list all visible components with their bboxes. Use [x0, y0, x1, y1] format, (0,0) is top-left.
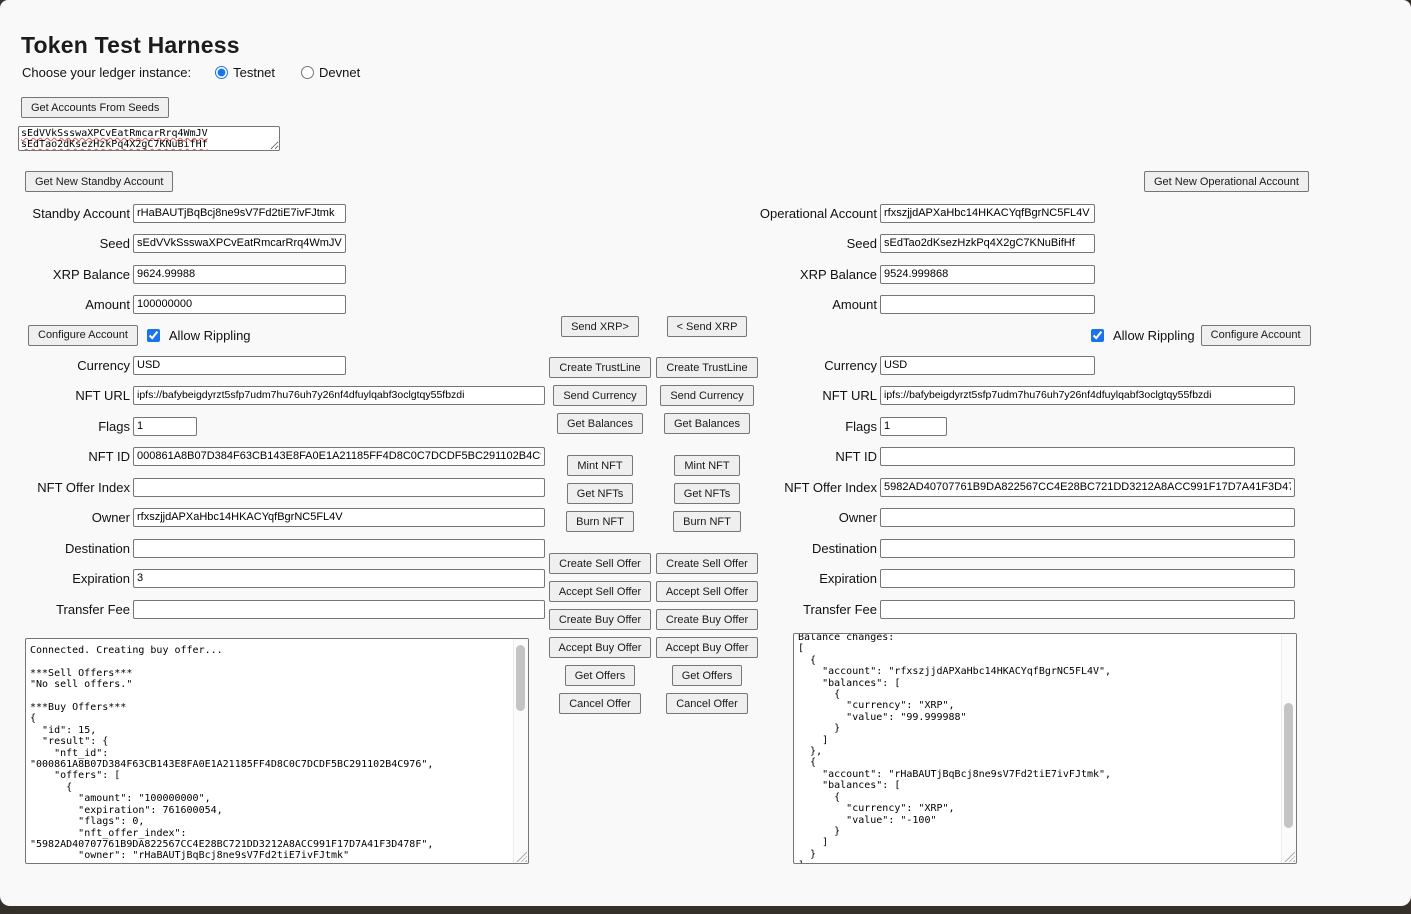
operational-currency-label: Currency	[824, 357, 877, 373]
standby-xrp-balance-row	[25, 264, 346, 284]
operational-destination-label: Destination	[811, 540, 877, 556]
operational-amount-input[interactable]	[880, 295, 1095, 314]
standby-transfer-fee-row	[25, 599, 545, 619]
operational-results-scrollbar[interactable]	[1281, 634, 1296, 863]
operational-account-row	[740, 203, 1095, 223]
standby-flags-input[interactable]	[133, 417, 197, 436]
standby-nft-url-label: NFT URL	[75, 387, 130, 403]
standby-owner-input[interactable]	[133, 508, 545, 527]
get-new-operational-account-button[interactable]: Get New Operational Account	[1144, 171, 1309, 192]
operational-burn-nft-button[interactable]: Burn NFT	[673, 511, 741, 532]
operational-get-offers-button[interactable]: Get Offers	[672, 665, 743, 686]
standby-configure-account-button[interactable]: Configure Account	[28, 325, 138, 346]
ledger-option-testnet	[215, 65, 275, 80]
standby-amount-row	[25, 294, 346, 314]
operational-cancel-offer-button[interactable]: Cancel Offer	[666, 693, 748, 714]
operational-nft-id-input[interactable]	[880, 447, 1295, 466]
operational-amount-label: Amount	[832, 296, 877, 312]
standby-nft-url-input[interactable]	[133, 386, 545, 405]
operational-owner-input[interactable]	[880, 508, 1295, 527]
operational-nft-url-row	[740, 385, 1295, 405]
operational-currency-row	[740, 355, 1095, 375]
standby-xrp-balance-input[interactable]	[133, 265, 346, 284]
standby-results-area	[25, 638, 529, 864]
standby-allow-rippling-checkbox[interactable]	[147, 329, 160, 342]
operational-create-sell-offer-button[interactable]: Create Sell Offer	[656, 553, 758, 574]
operational-configure-row	[1091, 324, 1311, 346]
get-new-standby-account-button[interactable]: Get New Standby Account	[25, 171, 173, 192]
standby-create-trustline-button[interactable]: Create TrustLine	[549, 357, 650, 378]
operational-amount-row	[740, 294, 1095, 314]
devnet-radio[interactable]	[301, 66, 314, 79]
operational-expiration-row	[740, 568, 1295, 588]
operational-transfer-fee-row	[740, 599, 1295, 619]
operational-nft-id-row	[740, 446, 1295, 466]
standby-flags-label: Flags	[98, 418, 130, 434]
ledger-chooser	[22, 63, 360, 81]
operational-accept-buy-offer-button[interactable]: Accept Buy Offer	[656, 637, 759, 658]
standby-cancel-offer-button[interactable]: Cancel Offer	[559, 693, 641, 714]
operational-create-trustline-button[interactable]: Create TrustLine	[656, 357, 757, 378]
standby-currency-row	[25, 355, 346, 375]
operational-seed-input[interactable]	[880, 234, 1095, 253]
standby-burn-nft-button[interactable]: Burn NFT	[566, 511, 634, 532]
standby-flags-row	[25, 416, 197, 436]
standby-nft-offer-index-input[interactable]	[133, 478, 545, 497]
standby-expiration-row	[25, 568, 545, 588]
standby-get-nfts-button[interactable]: Get NFTs	[567, 483, 633, 504]
standby-xrp-balance-label: XRP Balance	[52, 266, 130, 282]
standby-transfer-fee-input[interactable]	[133, 600, 545, 619]
standby-get-offers-button[interactable]: Get Offers	[565, 665, 636, 686]
operational-nft-id-label: NFT ID	[835, 448, 877, 464]
standby-destination-label: Destination	[64, 540, 130, 556]
standby-nft-url-row	[25, 385, 545, 405]
seeds-textarea[interactable]	[18, 126, 280, 151]
standby-get-balances-button[interactable]: Get Balances	[557, 413, 643, 434]
get-accounts-from-seeds-button[interactable]: Get Accounts From Seeds	[21, 97, 169, 118]
operational-seed-row	[740, 233, 1095, 253]
operational-configure-account-button[interactable]: Configure Account	[1201, 325, 1311, 346]
standby-results-textarea[interactable]	[25, 638, 529, 864]
standby-seed-row	[25, 233, 346, 253]
operational-get-nfts-button[interactable]: Get NFTs	[674, 483, 740, 504]
standby-send-xrp-button[interactable]: Send XRP>	[561, 316, 639, 337]
operational-create-buy-offer-button[interactable]: Create Buy Offer	[656, 609, 758, 630]
standby-create-sell-offer-button[interactable]: Create Sell Offer	[549, 553, 651, 574]
operational-nft-offer-index-input[interactable]	[880, 478, 1295, 497]
operational-xrp-balance-input[interactable]	[880, 265, 1095, 284]
operational-expiration-input[interactable]	[880, 569, 1295, 588]
operational-transfer-fee-label: Transfer Fee	[803, 601, 877, 617]
operational-flags-label: Flags	[845, 418, 877, 434]
operational-destination-row	[740, 538, 1295, 558]
operational-nft-offer-index-label: NFT Offer Index	[784, 479, 877, 495]
standby-account-label: Standby Account	[32, 205, 130, 221]
operational-destination-input[interactable]	[880, 539, 1295, 558]
operational-owner-label: Owner	[838, 509, 877, 525]
standby-account-input[interactable]	[133, 204, 346, 223]
standby-expiration-input[interactable]	[133, 569, 545, 588]
standby-amount-input[interactable]	[133, 295, 346, 314]
standby-nft-offer-index-row	[25, 477, 545, 497]
standby-allow-rippling-label: Allow Rippling	[168, 327, 251, 343]
operational-allow-rippling-label: Allow Rippling	[1113, 327, 1195, 343]
operational-flags-row	[740, 416, 947, 436]
operational-expiration-label: Expiration	[819, 570, 877, 586]
operational-results-scrollbar-thumb[interactable]	[1284, 703, 1293, 828]
standby-owner-label: Owner	[91, 509, 130, 525]
operational-nft-offer-index-row	[740, 477, 1295, 497]
standby-results-scrollbar-thumb[interactable]	[516, 645, 525, 711]
operational-allow-rippling-checkbox[interactable]	[1091, 329, 1104, 342]
operational-seed-label: Seed	[846, 235, 877, 251]
operational-transfer-fee-input[interactable]	[880, 600, 1295, 619]
standby-accept-buy-offer-button[interactable]: Accept Buy Offer	[549, 637, 652, 658]
operational-nft-url-label: NFT URL	[822, 387, 877, 403]
operational-accept-sell-offer-button[interactable]: Accept Sell Offer	[656, 581, 758, 602]
operational-currency-input[interactable]	[880, 356, 1095, 375]
operational-xrp-balance-label: XRP Balance	[799, 266, 877, 282]
standby-mint-nft-button[interactable]: Mint NFT	[567, 455, 632, 476]
ledger-option-devnet	[301, 65, 360, 80]
standby-nft-id-input[interactable]	[133, 447, 545, 466]
standby-accept-sell-offer-button[interactable]: Accept Sell Offer	[549, 581, 651, 602]
standby-configure-row	[28, 324, 251, 346]
standby-nft-id-label: NFT ID	[88, 448, 130, 464]
operational-account-label: Operational Account	[759, 205, 877, 221]
operational-send-xrp-button[interactable]: < Send XRP	[667, 316, 748, 337]
operational-nft-url-input[interactable]	[880, 386, 1295, 405]
standby-send-currency-button[interactable]: Send Currency	[553, 385, 646, 406]
operational-get-balances-button[interactable]: Get Balances	[664, 413, 750, 434]
operational-flags-input[interactable]	[880, 417, 947, 436]
standby-results-scrollbar[interactable]	[513, 639, 528, 863]
standby-currency-input[interactable]	[133, 356, 346, 375]
standby-owner-row	[25, 507, 545, 527]
page-title: Token Test Harness	[21, 32, 240, 59]
devnet-radio-label: Devnet	[319, 64, 361, 80]
standby-amount-label: Amount	[85, 296, 130, 312]
standby-seed-label: Seed	[99, 235, 130, 251]
standby-expiration-label: Expiration	[72, 570, 130, 586]
standby-nft-offer-index-label: NFT Offer Index	[37, 479, 130, 495]
testnet-radio[interactable]	[215, 66, 228, 79]
standby-account-row	[25, 203, 346, 223]
operational-results-area	[793, 633, 1297, 864]
operational-mint-nft-button[interactable]: Mint NFT	[674, 455, 739, 476]
testnet-radio-label: Testnet	[233, 64, 276, 80]
standby-actions-column	[540, 316, 660, 721]
operational-account-input[interactable]	[880, 204, 1095, 223]
operational-owner-row	[740, 507, 1295, 527]
operational-send-currency-button[interactable]: Send Currency	[660, 385, 753, 406]
ledger-chooser-label: Choose your ledger instance:	[22, 64, 192, 80]
operational-results-textarea[interactable]	[793, 633, 1297, 864]
operational-xrp-balance-row	[740, 264, 1095, 284]
standby-create-buy-offer-button[interactable]: Create Buy Offer	[549, 609, 651, 630]
standby-seed-input[interactable]	[133, 234, 346, 253]
standby-currency-label: Currency	[77, 357, 130, 373]
standby-destination-input[interactable]	[133, 539, 545, 558]
standby-nft-id-row	[25, 446, 545, 466]
standby-destination-row	[25, 538, 545, 558]
standby-transfer-fee-label: Transfer Fee	[56, 601, 130, 617]
